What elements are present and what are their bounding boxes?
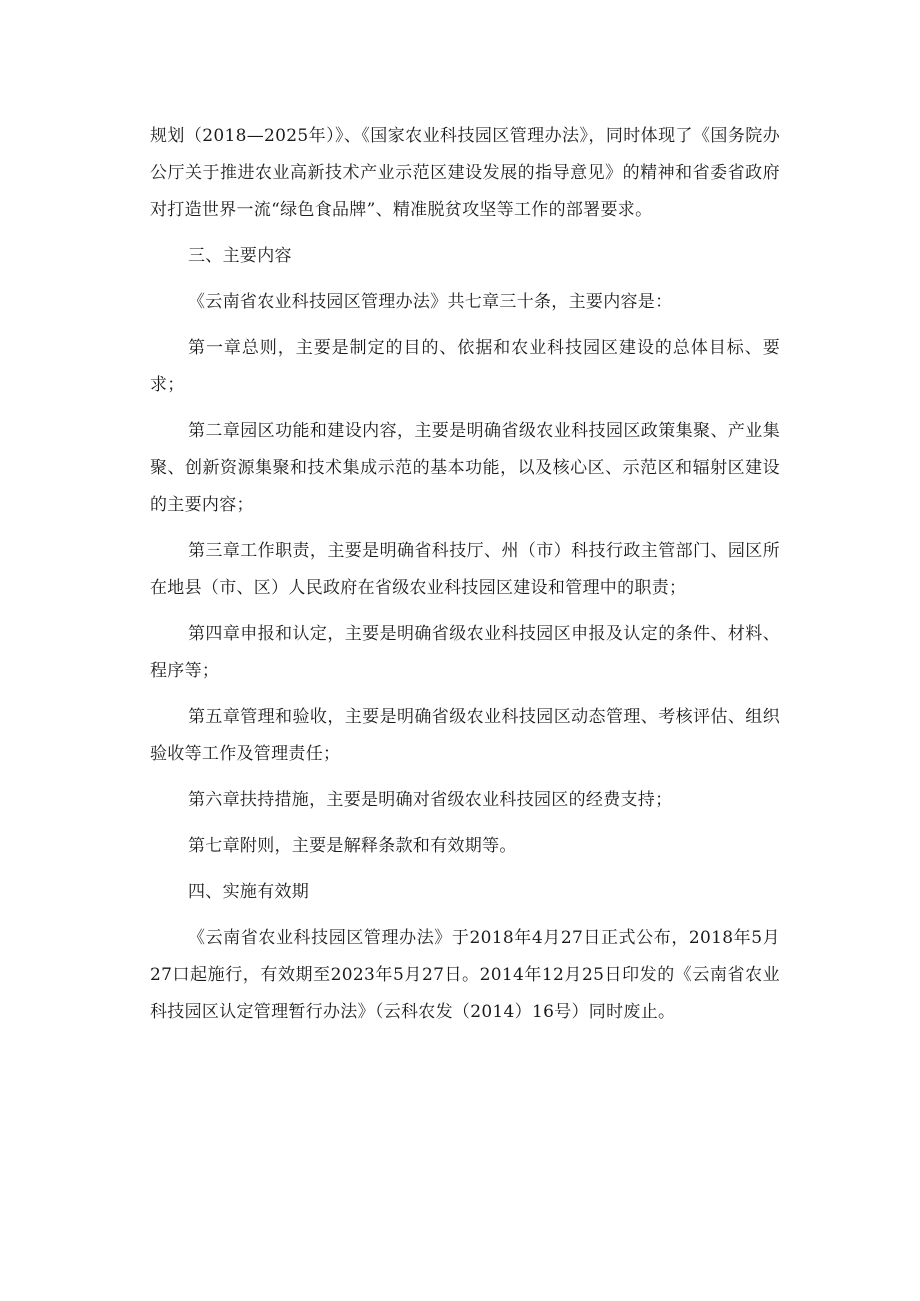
paragraph-chapter-5: 第五章管理和验收，主要是明确省级农业科技园区动态管理、考核评估、组织验收等工作及管理责任； (150, 707, 780, 764)
document-body (150, 118, 780, 1040)
paragraph-chapter-2: 第二章园区功能和建设内容，主要是明确省级农业科技园区政策集聚、产业集聚、创新资源集聚和技术集成示范的基本功能，以及核心区、示范区和辐射区建设的主要内容； (150, 421, 780, 515)
paragraph-overview: 《云南省农业科技园区管理办法》共七章三十条，主要内容是： (188, 292, 673, 312)
paragraph-chapter-4: 第四章申报和认定，主要是明确省级农业科技园区申报及认定的条件、材料、程序等； (150, 624, 780, 681)
paragraph-chapter-1: 第一章总则，主要是制定的目的、依据和农业科技园区建设的总体目标、要求； (150, 338, 780, 395)
paragraph-chapter-3: 第三章工作职责，主要是明确省科技厅、州（市）科技行政主管部门、园区所在地县（市、区）人民政府在省级农业科技园区建设和管理中的职责； (150, 541, 780, 598)
section-heading-effective-period: 四、实施有效期 (188, 882, 310, 902)
paragraph-chapter-7: 第七章附则，主要是解释条款和有效期等。 (188, 836, 517, 856)
paragraph-effective-dates: 《云南省农业科技园区管理办法》于2018年4月27日正式公布，2018年5月27口起施行，有效期至2023年5月27日。2014年12月25日印发的《云南省农业科技园区认定管理暂行办法》（云科农发（2014）16号）同时废止。 (150, 928, 780, 1022)
section-heading-main-content: 三、主要内容 (188, 246, 292, 266)
paragraph-chapter-6: 第六章扶持措施，主要是明确对省级农业科技园区的经费支持； (188, 790, 673, 810)
paragraph-continuation: 规划（2018—2025年）》、《国家农业科技园区管理办法》，同时体现了《国务院办公厅关于推进农业高新技术产业示范区建设发展的指导意见》的精神和省委省政府对打造世界一流“绿色食品牌”、精准脱贫攻坚等工作的部署要求。 (150, 126, 780, 220)
